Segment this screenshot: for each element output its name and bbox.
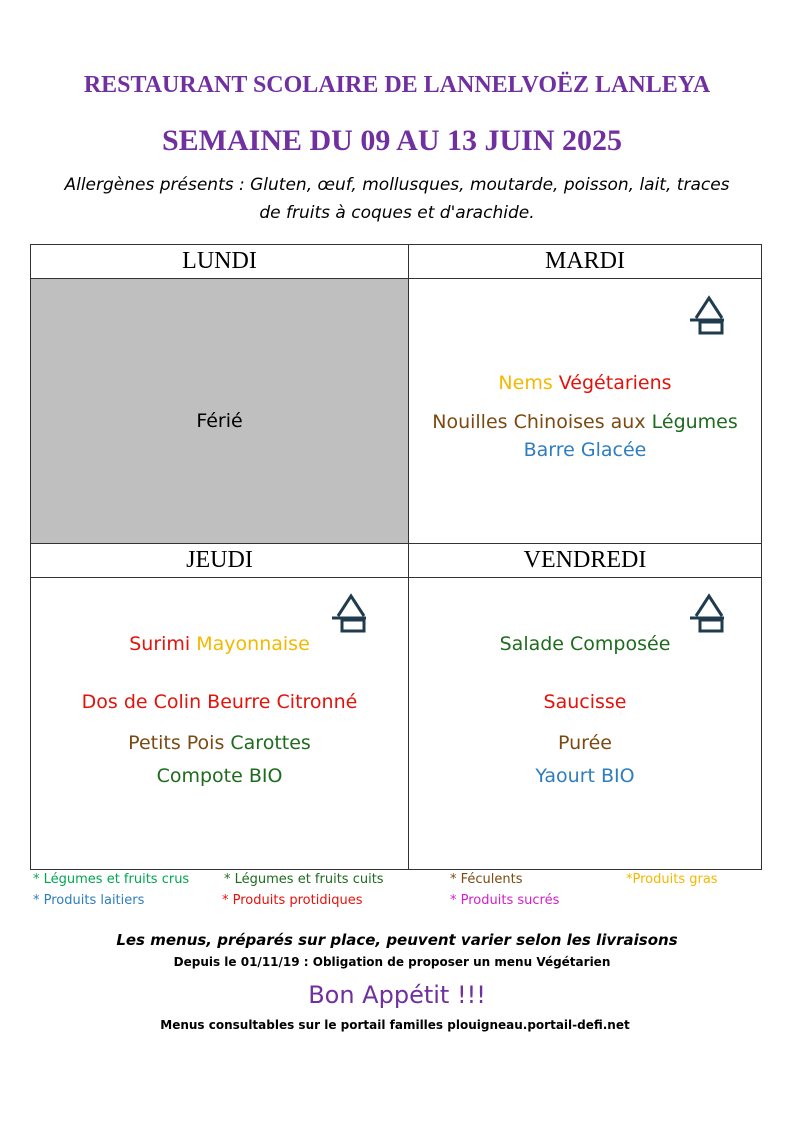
- legend-fat: *Produits gras: [626, 872, 718, 887]
- legend-dairy: * Produits laitiers: [33, 893, 145, 908]
- allergens-info: [20, 171, 774, 227]
- day-label-lundi: LUNDI: [182, 248, 257, 274]
- house-icon: [686, 294, 728, 336]
- holiday-label: Férié: [196, 410, 243, 432]
- house-icon: [328, 592, 370, 634]
- bon-appetit: Bon Appétit !!!: [308, 981, 486, 1009]
- vendredi-dessert: Yaourt BIO: [535, 765, 635, 787]
- mardi-main: Nouilles Chinoises aux Légumes: [432, 411, 738, 433]
- jeudi-starter: Surimi Mayonnaise: [129, 633, 310, 655]
- jeudi-dessert: Compote BIO: [156, 765, 283, 787]
- mardi-dessert: Barre Glacée: [523, 439, 647, 461]
- menu-grid: [30, 244, 762, 870]
- legend-starch: * Féculents: [450, 872, 523, 887]
- week-title: SEMAINE DU 09 AU 13 JUIN 2025: [161, 124, 623, 157]
- legend-raw: * Légumes et fruits crus: [33, 872, 190, 887]
- legend-protein: * Produits protidiques: [222, 893, 363, 908]
- delivery-note: Les menus, préparés sur place, peuvent varier selon les livraisons: [116, 931, 678, 949]
- mardi-starter: Nems Végétariens: [498, 372, 672, 394]
- portal-note: Menus consultables sur le portail familles plouigneau.portail-defi.net: [160, 1018, 630, 1032]
- allergens-line-2: de fruits à coques et d'arachide.: [259, 203, 535, 223]
- vegetarian-note: Depuis le 01/11/19 : Obligation de proposer un menu Végétarien: [173, 955, 611, 969]
- jeudi-main: Dos de Colin Beurre Citronné: [81, 691, 358, 713]
- allergens-line-1: Allergènes présents : Gluten, œuf, mollusques, moutarde, poisson, lait, traces: [64, 175, 730, 195]
- day-label-vendredi: VENDREDI: [523, 547, 647, 573]
- restaurant-title: RESTAURANT SCOLAIRE DE LANNELVOËZ LANLEYA: [83, 72, 711, 98]
- jeudi-side: Petits Pois Carottes: [128, 732, 311, 754]
- legend-sugar: * Produits sucrés: [450, 893, 560, 908]
- vendredi-starter: Salade Composée: [499, 633, 671, 655]
- vendredi-main: Saucisse: [543, 691, 627, 713]
- day-label-mardi: MARDI: [544, 248, 625, 274]
- vendredi-side: Purée: [558, 732, 612, 754]
- legend-cooked: * Légumes et fruits cuits: [224, 872, 384, 887]
- day-label-jeudi: JEUDI: [186, 547, 253, 573]
- house-icon: [686, 592, 728, 634]
